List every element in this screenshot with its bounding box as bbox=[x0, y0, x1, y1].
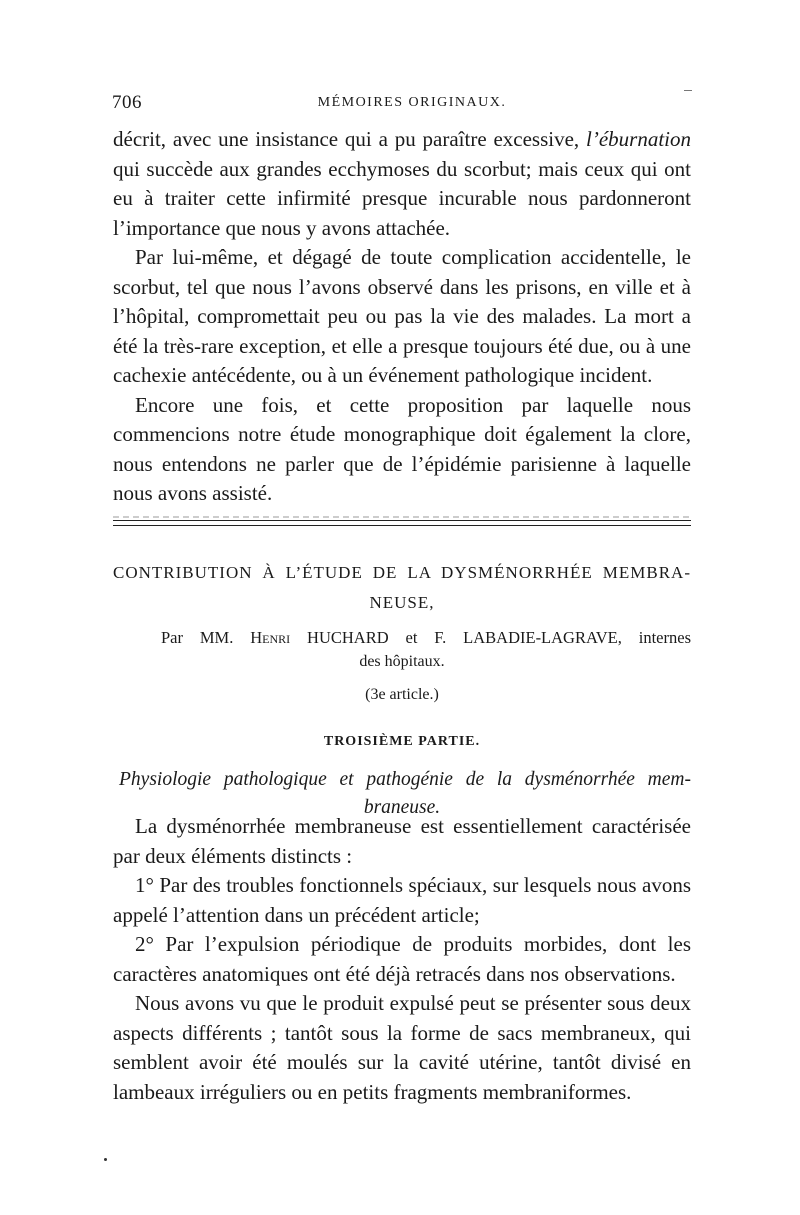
intro-p1-end: qui succède aux grandes ecchymoses du scorbut; mais ceux qui ont eu à traiter cette infirmité presque incurable nous pardonneront l’importance que nous y avons attachée. bbox=[113, 156, 691, 240]
part-heading: TROISIÈME PARTIE. bbox=[323, 734, 481, 749]
article-title-line-1: CONTRIBUTION À L’ÉTUDE DE LA DYSMÉNORRHÉE MEMBRA- bbox=[113, 563, 691, 582]
article-title bbox=[113, 558, 691, 618]
faded-rule bbox=[113, 516, 691, 518]
intro-p1-italic-term: l’éburnation bbox=[586, 127, 691, 151]
article-authors bbox=[113, 626, 691, 674]
section-heading-line-2: braneuse. bbox=[363, 797, 441, 818]
intro-p1-start: décrit, avec une insistance qui a pu paraître excessive, bbox=[113, 127, 586, 151]
body-paragraph-3: 2° Par l’expulsion périodique de produits morbides, dont les caractères anatomiques ont été déjà retracés dans nos observations. bbox=[113, 932, 691, 986]
section-divider bbox=[113, 520, 691, 526]
article-title-line-2: NEUSE, bbox=[369, 593, 435, 612]
authors-prefix: Par MM. bbox=[161, 628, 251, 647]
intro-paragraph-3: Encore une fois, et cette proposition par laquelle nous commencions notre étude monographique doit également la clore, nous entendons ne parler que de l’épidémie parisienne à laquelle nous avons assisté. bbox=[113, 392, 691, 505]
body-paragraph-4: Nous avons vu que le produit expulsé peut se présenter sous deux aspects différents ; tantôt sous la forme de sacs membraneux, qui semblent avoir été moulés sur la cavité utérine, tantôt divisé en lambeaux irréguliers ou en petits fragments membraniformes. bbox=[113, 991, 691, 1104]
intro-text-block bbox=[113, 125, 691, 509]
intro-paragraph-2: Par lui-même, et dégagé de toute complication accidentelle, le scorbut, tel que nous l’avons observé dans les prisons, en ville et à l’hôpital, compromettait peu ou pas la vie des malades. La mort a été la très-rare exception, et elle a presque toujours été due, ou à une cachexie antécédente, ou à un événement pathologique incident. bbox=[113, 245, 691, 387]
body-paragraph-1: La dysménorrhée membraneuse est essentiellement caractérisée par deux éléments distincts : bbox=[113, 814, 691, 868]
section-heading-line-1: Physiologie pathologique et pathogénie de la dysménorrhée mem- bbox=[119, 769, 691, 790]
author-first-name: Henri bbox=[250, 628, 291, 647]
main-text-block bbox=[113, 812, 691, 1107]
authors-line-1 bbox=[113, 626, 691, 650]
page-number: 706 bbox=[112, 92, 142, 113]
intro-paragraph-1 bbox=[113, 125, 691, 243]
page-header bbox=[112, 92, 692, 122]
authors-line-2: des hôpitaux. bbox=[359, 653, 445, 670]
running-head: MÉMOIRES ORIGINAUX. bbox=[317, 95, 507, 110]
ink-speck bbox=[104, 1158, 107, 1161]
body-paragraph-2: 1° Par des troubles fonctionnels spéciaux, sur lesquels nous avons appelé l’attention dans un précédent article; bbox=[113, 873, 691, 927]
authors-names: HUCHARD et F. LABADIE-LAGRAVE, internes bbox=[290, 628, 691, 647]
article-number: (3e article.) bbox=[365, 686, 439, 703]
header-mark bbox=[684, 90, 692, 91]
